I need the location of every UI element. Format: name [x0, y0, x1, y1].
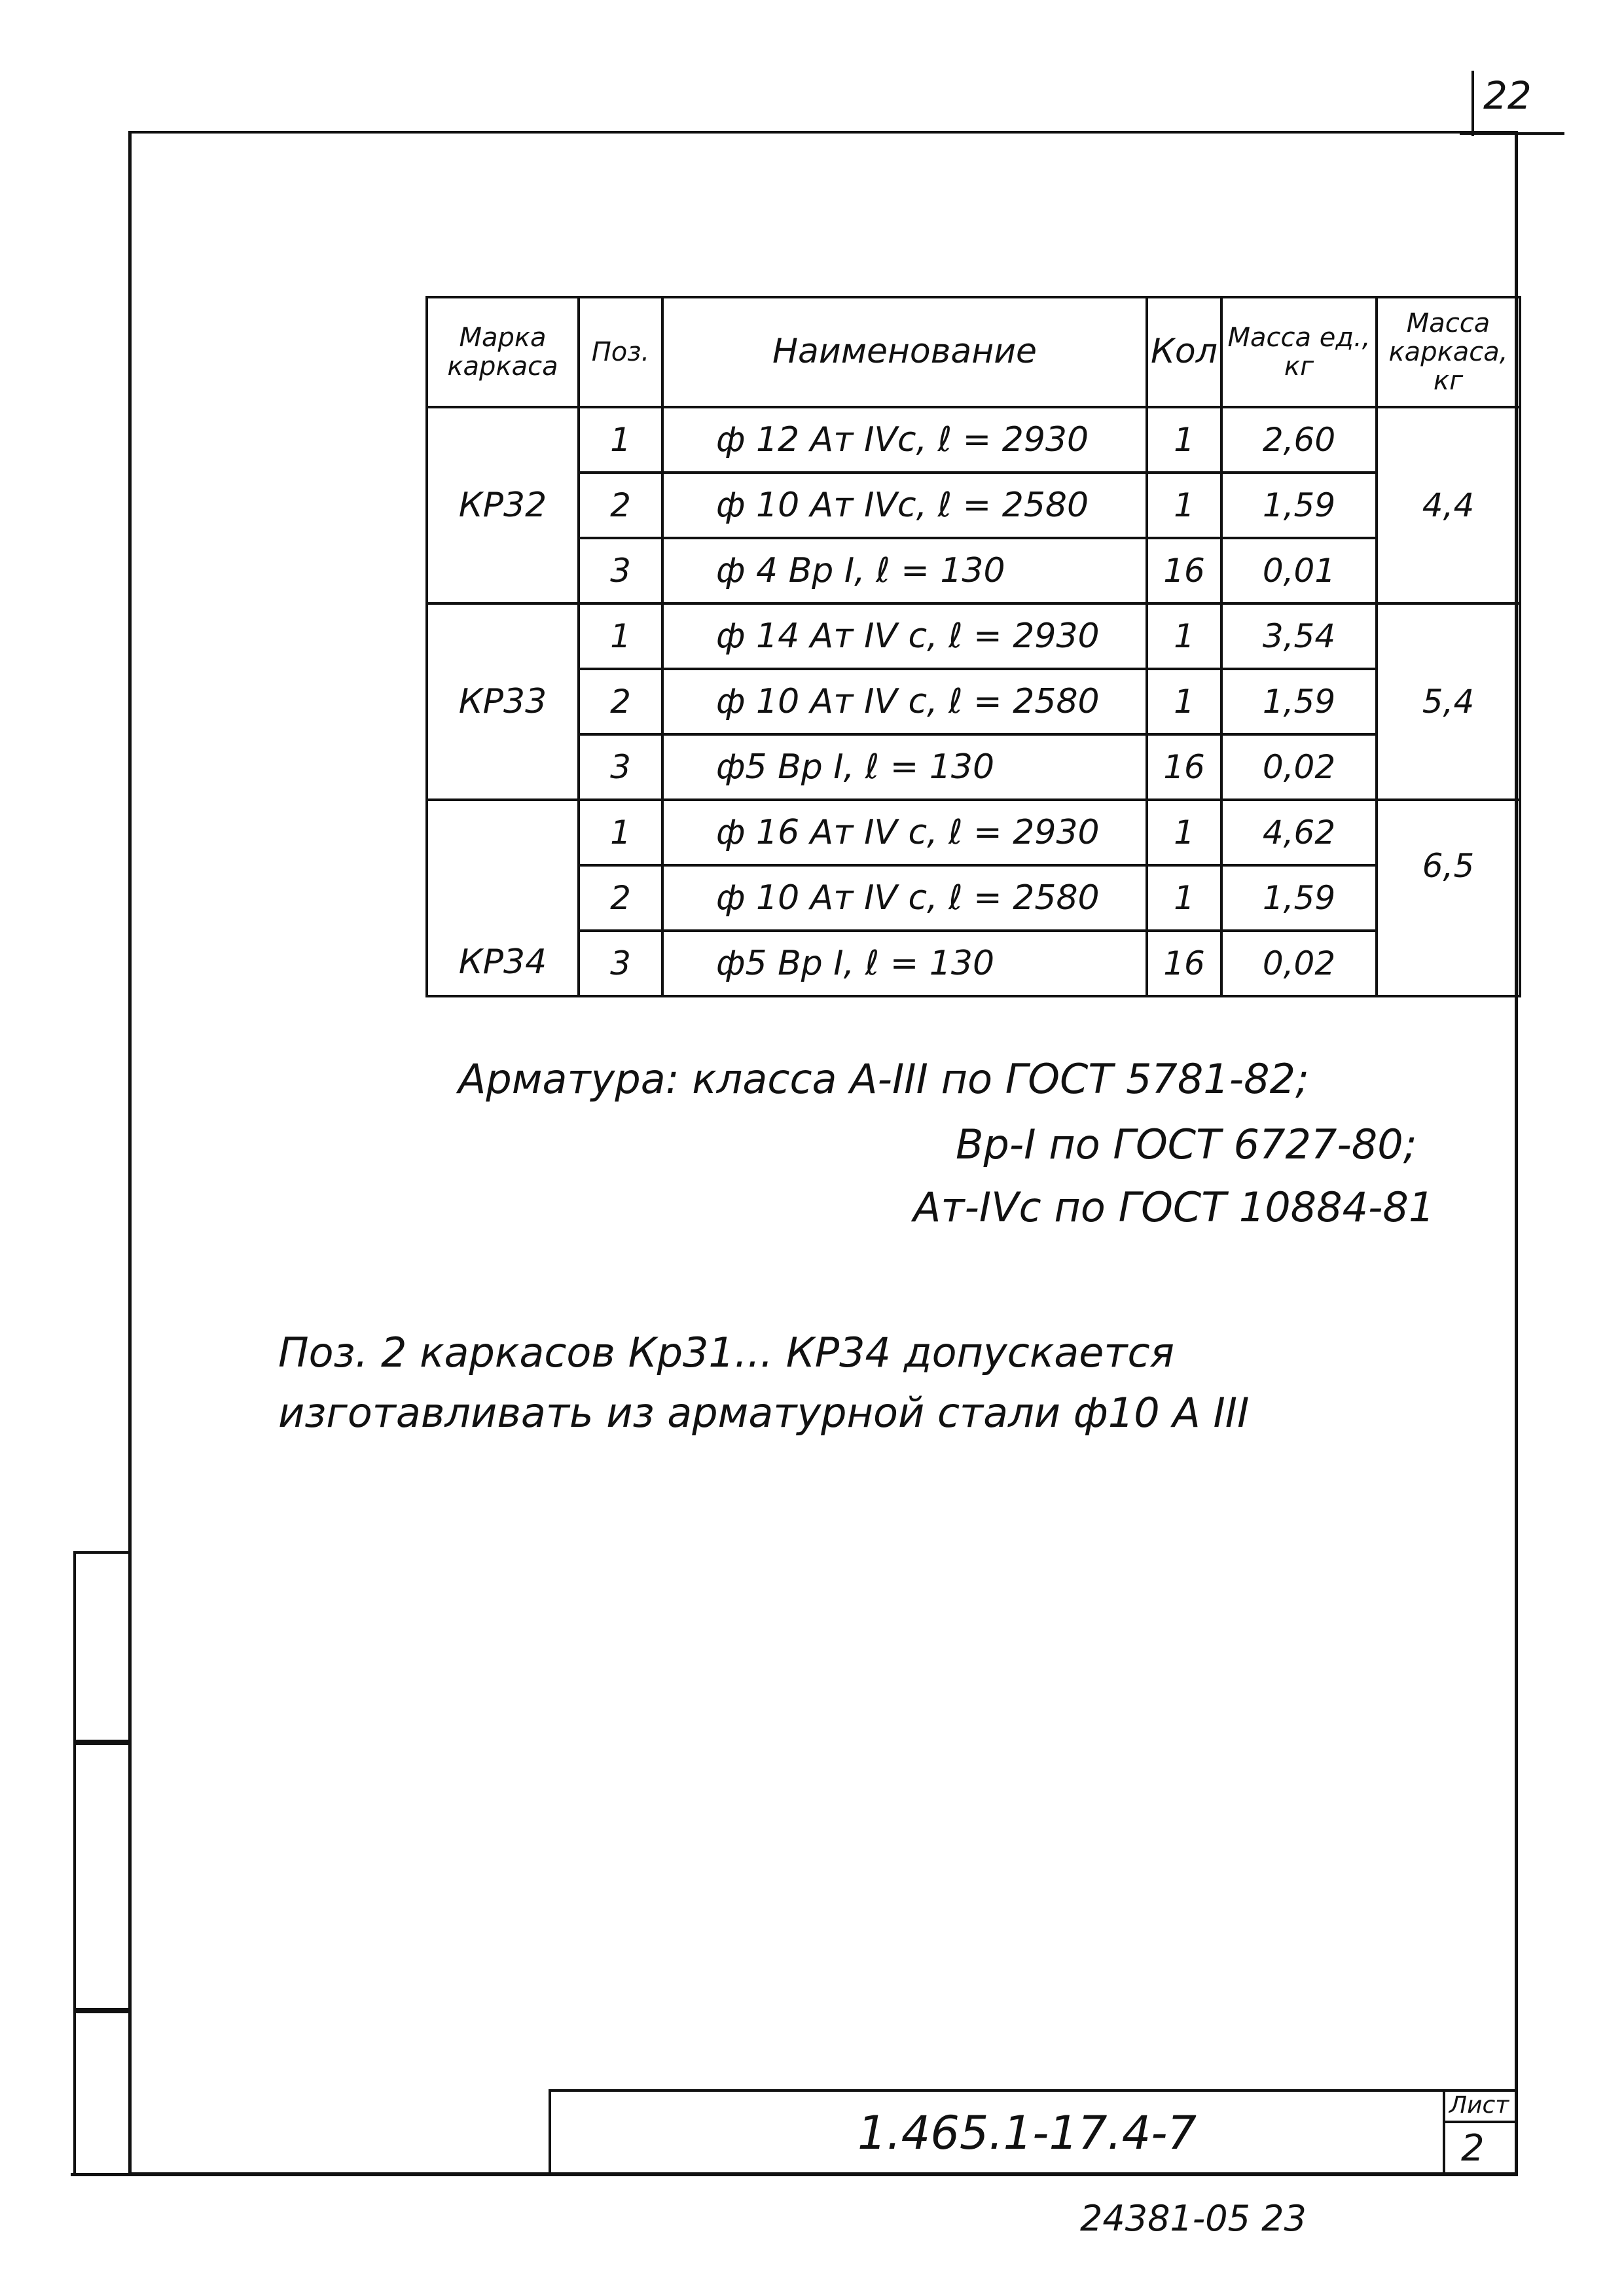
table-row — [427, 865, 1520, 931]
frame-bottom-line — [71, 2173, 1518, 2176]
mass-cell: 1,59 — [1221, 865, 1377, 931]
table-row — [427, 931, 1520, 996]
page-number: 22 — [1483, 73, 1532, 118]
header-unit-mass: Масса ед., кг — [1221, 297, 1377, 407]
mass-cell: 2,60 — [1221, 407, 1377, 473]
left-strip-1 — [73, 1551, 130, 1742]
mass-cell: 4,62 — [1221, 800, 1377, 865]
header-qty: Кол — [1147, 297, 1221, 407]
table-row — [427, 734, 1520, 800]
name-cell: ф 16 Ат IV с, ℓ = 2930 — [662, 800, 1147, 865]
pos-cell: 2 — [579, 669, 662, 734]
table-row — [427, 800, 1520, 865]
table-row — [427, 473, 1520, 538]
header-frame-mass: Масса каркаса, кг — [1377, 297, 1520, 407]
table-row — [427, 603, 1520, 669]
name-cell: ф 10 Ат IV с, ℓ = 2580 — [662, 669, 1147, 734]
header-mark: Марка каркаса — [427, 297, 579, 407]
pos-cell: 1 — [579, 407, 662, 473]
sheet-box-divider — [1443, 2121, 1518, 2123]
qty-cell: 16 — [1147, 538, 1221, 603]
name-cell: ф5 Вр I, ℓ = 130 — [662, 734, 1147, 800]
frame-top-extension — [1460, 132, 1564, 135]
header-name: Наименование — [662, 297, 1147, 407]
frame-mark: КР32 — [427, 407, 579, 603]
left-strip-3 — [73, 2011, 130, 2176]
table-header-row — [427, 297, 1520, 407]
archive-number: 24381-05 23 — [1080, 2198, 1307, 2239]
reinforcement-note-line-3: Ат-IVс по ГОСТ 10884-81 — [913, 1183, 1435, 1231]
table-row — [427, 669, 1520, 734]
pos-cell: 2 — [579, 473, 662, 538]
mass-cell: 0,01 — [1221, 538, 1377, 603]
frame-mark: КР34 — [427, 800, 579, 996]
pos-cell: 2 — [579, 865, 662, 931]
qty-cell: 1 — [1147, 473, 1221, 538]
pos-cell: 1 — [579, 800, 662, 865]
specification-table — [425, 296, 1521, 997]
name-cell: ф 10 Ат IVс, ℓ = 2580 — [662, 473, 1147, 538]
pos-cell: 3 — [579, 931, 662, 996]
sheet-number: 2 — [1461, 2127, 1485, 2170]
qty-cell: 16 — [1147, 931, 1221, 996]
document-code: 1.465.1-17.4-7 — [857, 2106, 1197, 2160]
pos-cell: 3 — [579, 734, 662, 800]
page-number-divider — [1471, 71, 1474, 136]
name-cell: ф 12 Ат IVс, ℓ = 2930 — [662, 407, 1147, 473]
qty-cell: 1 — [1147, 865, 1221, 931]
qty-cell: 1 — [1147, 407, 1221, 473]
name-cell: ф 10 Ат IV с, ℓ = 2580 — [662, 865, 1147, 931]
qty-cell: 1 — [1147, 603, 1221, 669]
qty-cell: 16 — [1147, 734, 1221, 800]
qty-cell: 1 — [1147, 669, 1221, 734]
mass-cell: 1,59 — [1221, 669, 1377, 734]
qty-cell: 1 — [1147, 800, 1221, 865]
frame-mark: КР33 — [427, 603, 579, 800]
header-pos: Поз. — [579, 297, 662, 407]
name-cell: ф5 Вр I, ℓ = 130 — [662, 931, 1147, 996]
mass-cell: 3,54 — [1221, 603, 1377, 669]
mass-cell: 0,02 — [1221, 931, 1377, 996]
mass-cell: 0,02 — [1221, 734, 1377, 800]
name-cell: ф 14 Ат IV с, ℓ = 2930 — [662, 603, 1147, 669]
name-cell: ф 4 Вр I, ℓ = 130 — [662, 538, 1147, 603]
mass-cell: 1,59 — [1221, 473, 1377, 538]
pos-cell: 3 — [579, 538, 662, 603]
table-row — [427, 538, 1520, 603]
reinforcement-note-line-2: Вр-I по ГОСТ 6727-80; — [956, 1121, 1417, 1168]
frame-mass-cell: 5,4 — [1377, 603, 1520, 800]
reinforcement-note-line-1: Арматура: класса А-III по ГОСТ 5781-82; — [458, 1055, 1309, 1103]
position-note-line-1: Поз. 2 каркасов Кр31... КР34 допускается — [278, 1329, 1174, 1376]
frame-mass-cell: 4,4 — [1377, 407, 1520, 603]
pos-cell: 1 — [579, 603, 662, 669]
frame-mass-cell: 6,5 — [1377, 800, 1520, 996]
position-note-line-2: изготавливать из арматурной стали ф10 А III — [278, 1389, 1250, 1437]
left-strip-2 — [73, 1742, 130, 2011]
table-row — [427, 407, 1520, 473]
sheet-label: Лист — [1449, 2092, 1509, 2119]
